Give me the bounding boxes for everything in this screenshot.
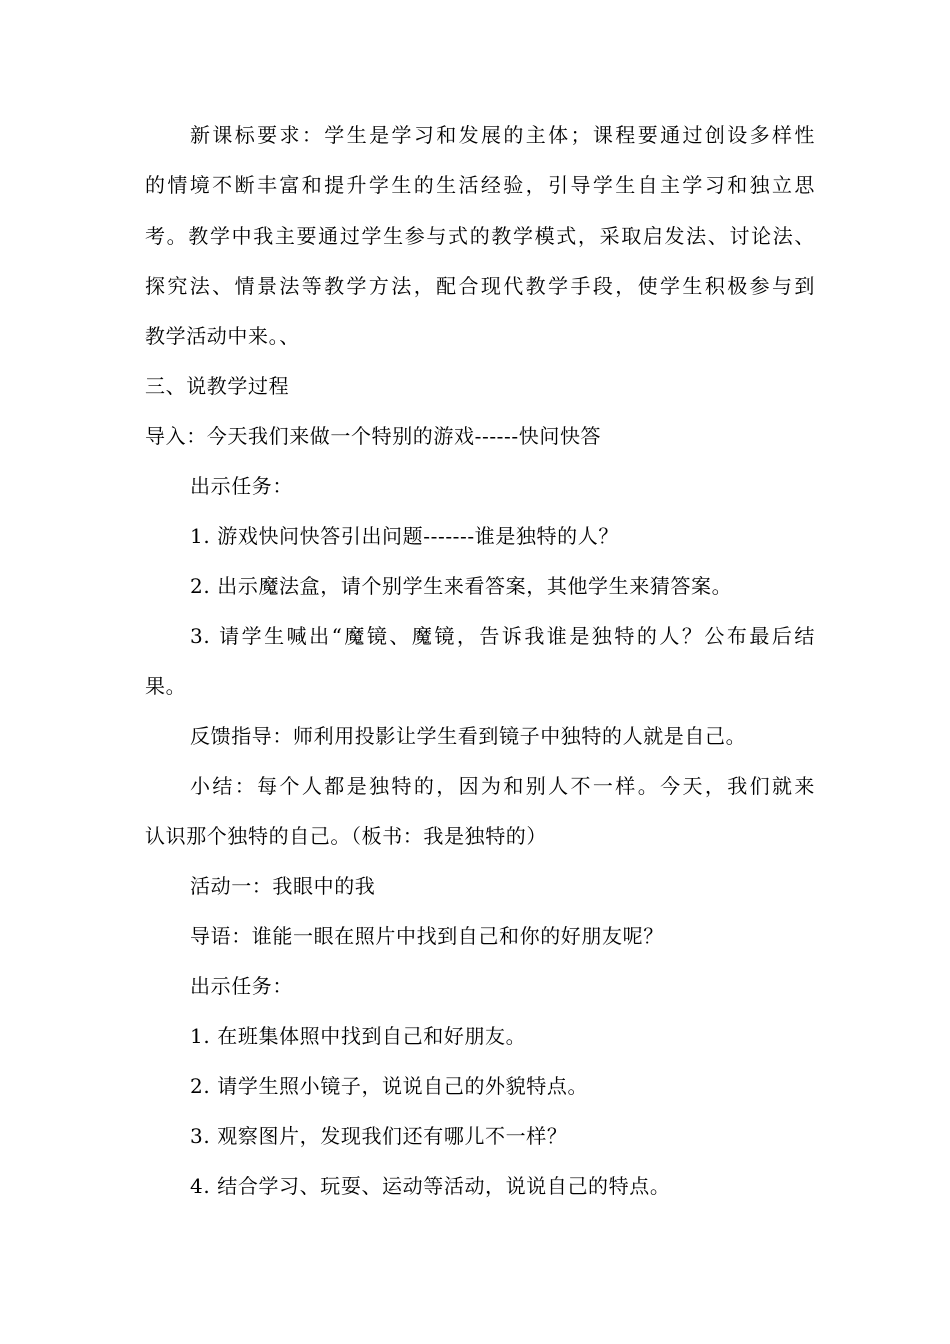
- guide-line: 导语：谁能一眼在照片中找到自己和你的好朋友呢？: [190, 924, 664, 948]
- task-heading: 出示任务：: [190, 474, 293, 498]
- summary-line: 小结：每个人都是独特的，因为和别人不一样。今天，我们就来: [190, 774, 815, 798]
- paragraph-line: 教学活动中来。、: [145, 324, 300, 348]
- summary-line: 认识那个独特的自己。（板书：我是独特的）: [145, 824, 547, 848]
- intro-line: 导入：今天我们来做一个特别的游戏------快问快答: [145, 424, 602, 448]
- list-item: 3. 请学生喊出“魔镜、魔镜，告诉我谁是独特的人？公布最后结: [190, 624, 815, 648]
- task-heading: 出示任务：: [190, 974, 293, 998]
- feedback-line: 反馈指导：师利用投影让学生看到镜子中独特的人就是自己。: [190, 724, 747, 748]
- paragraph-line: 探究法、情景法等教学方法，配合现代教学手段，使学生积极参与到: [145, 274, 815, 298]
- list-item-continuation: 果。: [145, 674, 187, 698]
- paragraph-line: 的情境不断丰富和提升学生的生活经验，引导学生自主学习和独立思: [145, 173, 815, 197]
- activity-heading: 活动一：我眼中的我: [190, 874, 376, 898]
- list-item: 4. 结合学习、玩耍、运动等活动，说说自己的特点。: [190, 1174, 671, 1198]
- paragraph-line: 考。教学中我主要通过学生参与式的教学模式，采取启发法、讨论法、: [145, 224, 815, 248]
- list-item: 2. 请学生照小镜子，说说自己的外貌特点。: [190, 1074, 589, 1098]
- section-heading: 三、说教学过程: [145, 374, 290, 398]
- list-item: 2. 出示魔法盒，请个别学生来看答案，其他学生来猜答案。: [190, 574, 733, 598]
- list-item: 1. 游戏快问快答引出问题-------谁是独特的人？: [190, 524, 619, 548]
- paragraph-line: 新课标要求：学生是学习和发展的主体；课程要通过创设多样性: [190, 123, 815, 147]
- list-item: 1. 在班集体照中找到自己和好朋友。: [190, 1024, 527, 1048]
- list-item: 3. 观察图片，发现我们还有哪儿不一样？: [190, 1124, 568, 1148]
